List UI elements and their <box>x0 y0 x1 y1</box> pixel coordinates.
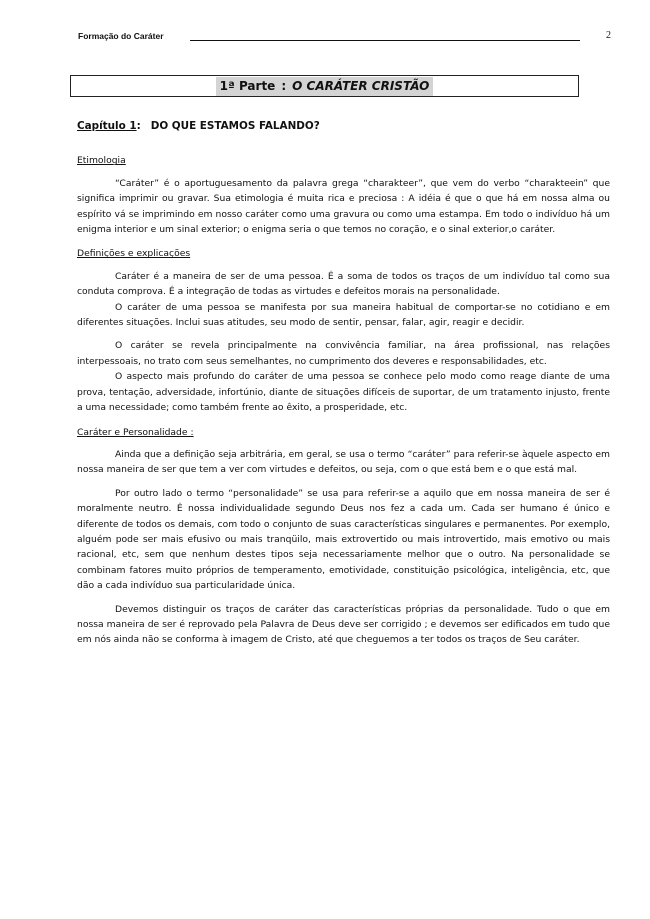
part-banner-highlight <box>216 77 434 96</box>
section-heading-etimologia: Etimologia <box>77 155 126 167</box>
running-header-title: Formação do Caráter <box>78 31 164 41</box>
section-heading-colon: : <box>190 426 194 438</box>
section-heading-text: Caráter e Personalidade <box>77 426 191 438</box>
part-title: O CARÁTER CRISTÃO <box>292 78 430 93</box>
chapter-heading <box>77 119 610 134</box>
chapter-colon: : <box>136 120 141 132</box>
part-label: 1ª Parte <box>219 78 276 93</box>
paragraph: O caráter se revela principalmente na convivência familiar, na área profissional, nas relações interpessoais, no trato com seus semelhantes, no cumprimento dos deveres e responsabilidades, etc. <box>77 340 610 367</box>
paragraph: O aspecto mais profundo do caráter de uma pessoa se conhece pelo modo como reage diante de uma prova, tentação, adversidade, infortúnio, diante de situações difíceis de suportar, de um tratamento injusto, frente a uma necessidade; como também frente ao êxito, a prosperidade, etc. <box>77 371 610 414</box>
page-number: 2 <box>606 30 611 41</box>
section-heading-carater-personalidade <box>77 425 610 440</box>
paragraph: Devemos distinguir os traços de caráter das características próprias da personalidade. Tudo o que em nossa maneira de ser é reprovado pela Palavra de Deus deve ser corrigido ; e devemos ser edificados em tudo que em nós ainda não se conforma à imagem de Cristo, até que cheguemos a ter todos os traços de Seu caráter. <box>77 603 610 646</box>
document-body <box>77 119 610 648</box>
paragraph: Caráter é a maneira de ser de uma pessoa. É a soma de todos os traços de um indivíduo tal como sua conduta comprova. É a integração de todas as virtudes e defeitos morais na personalidade. <box>77 270 610 298</box>
chapter-title: DO QUE ESTAMOS FALANDO? <box>150 120 320 132</box>
paragraph: “Caráter” é o aportuguesamento da palavra grega “charakteer”, que vem do verbo “charakteein” que significa imprimir ou gravar. Sua etimologia é muita rica e preciosa : A idéia é que o que há em nossa alma ou espírito vá se imprimindo em nosso caráter como uma gravura ou como uma estampa. Em todo o indivíduo há um enigma interior e um sinal exterior; o enigma seria o que temos no coração, e o sinal exterior,o caráter. <box>77 177 610 236</box>
paragraph: O caráter de uma pessoa se manifesta por sua maneira habitual de comportar-se no cotidiano e em diferentes situações. Inclui suas atitudes, seu modo de sentir, pensar, falar, agir, reagir e decidir. <box>77 301 610 329</box>
part-banner <box>70 75 579 97</box>
part-separator: : <box>281 78 287 93</box>
paragraph: Por outro lado o termo “personalidade” se usa para referir-se a aquilo que em nossa maneira de ser é moralmente neutro. É nossa individualidade segundo Deus nos fez a cada um. Cada ser humano é único e diferente de todos os demais, com todo o conjunto de suas características singulares e permanentes. Por exemplo, alguém pode ser mais efusivo ou mais tranqüilo, mais extrovertido ou mais introvertido, mais emotivo ou mais racional, etc, sem que nenhum destes tipos seja necessariamente melhor que o outro. Na personalidade se combinam fatores muito próprios de temperamento, emotividade, constituição psicológica, inteligência, etc, que dão a cada indivíduo sua particularidade única. <box>77 487 610 592</box>
section-heading-definicoes: Definições e explicações <box>77 248 191 260</box>
paragraph: Ainda que a definição seja arbitrária, em geral, se usa o termo “caráter” para referir-se àquele aspecto em nossa maneira de ser que tem a ver com virtudes e defeitos, ou seja, com o que está bem e o que está mal. <box>77 448 610 476</box>
running-header-rule <box>190 40 580 41</box>
running-header <box>78 31 588 47</box>
chapter-number: Capítulo 1 <box>77 120 137 132</box>
